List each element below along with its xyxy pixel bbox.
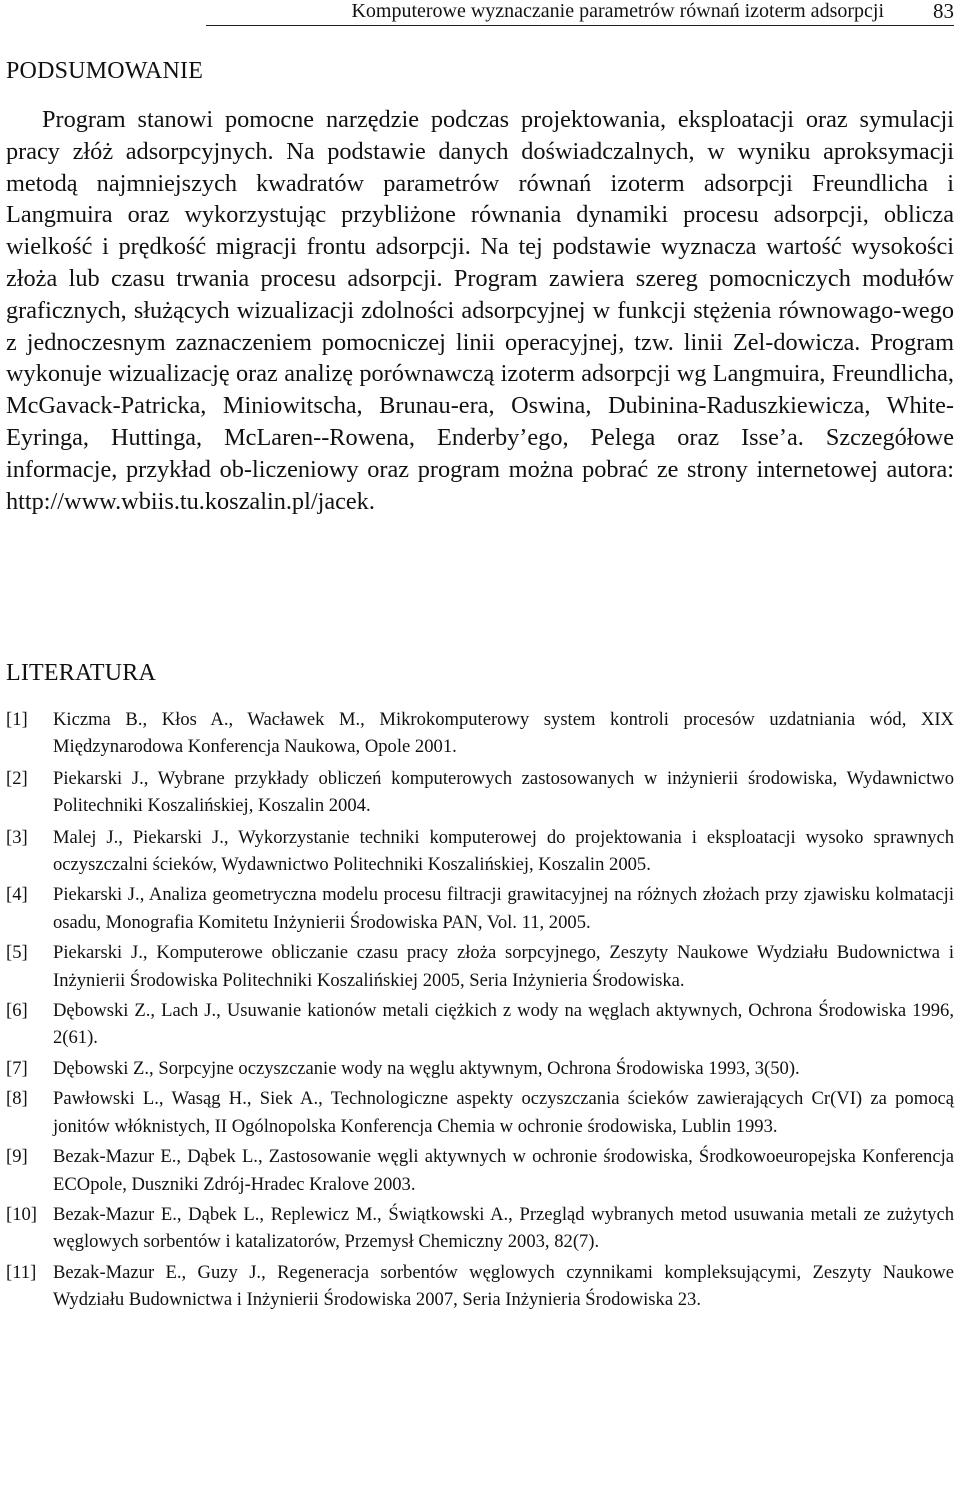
reference-item bbox=[6, 824, 954, 879]
reference-item bbox=[6, 1085, 954, 1140]
reference-text: Pawłowski L., Wasąg H., Siek A., Technologiczne aspekty oczyszczania ścieków zawierających Cr(VI) za pomocą jonitów włóknistych, II Ogólnopolska Konferencja Chemia w ochronie środowiska, Lublin 1993. bbox=[53, 1088, 954, 1137]
running-title: Komputerowe wyznaczanie parametrów równań izoterm adsorpcji bbox=[351, 0, 884, 22]
reference-number: [10] bbox=[6, 1203, 37, 1225]
reference-number: [8] bbox=[6, 1088, 28, 1110]
summary-heading: PODSUMOWANIE bbox=[6, 58, 204, 84]
summary-paragraph: Program stanowi pomocne narzędzie podczas projektowania, eksploatacji oraz symulacji pracy złóż adsorpcyjnych. Na podstawie danych doświadczalnych, w wyniku aproksymacji metodą najmniejszych kwadratów parametrów równań izoterm adsorpcji Freundlicha i Langmuira oraz wykorzystując przybliżone równania dynamiki procesu adsorpcji, oblicza wielkość i prędkość migracji frontu adsorpcji. Na tej podstawie wyznacza wartość wysokości złoża lub czasu trwania procesu adsorpcji. Program zawiera szereg pomocniczych modułów graficznych, służących wizualizacji zdolności adsorpcyjnej w funkcji stężenia równowago-wego z jednoczesnym zaznaczeniem pomocniczej linii operacyjnej, tzw. linii Zel-dowicza. Program wykonuje wizualizację oraz analizę porównawczą izoterm adsorpcji wg Langmuira, Freundlicha, McGavack-Patricka, Miniowitscha, Brunau-era, Oswina, Dubinina-Raduszkiewicza, White-Eyringa, Huttinga, McLaren-‑Rowena, Enderby’ego, Pelega oraz Isse’a. Szczegółowe informacje, przykład ob-liczeniowy oraz program można pobrać ze strony internetowej autora: http://www.wbiis.tu.koszalin.pl/jacek. bbox=[6, 106, 954, 515]
reference-list bbox=[6, 706, 954, 1314]
running-header bbox=[6, 0, 954, 28]
reference-text: Bezak-Mazur E., Guzy J., Regeneracja sorbentów węglowych czynnikami kompleksującymi, Zeszyty Naukowe Wydziału Budownictwa i Inżynierii Środowiska 2007, Seria Inżynieria Środowiska 23. bbox=[53, 1261, 954, 1311]
reference-item bbox=[6, 1201, 954, 1256]
reference-number: [1] bbox=[6, 709, 28, 730]
reference-item bbox=[6, 881, 954, 936]
reference-item bbox=[6, 1055, 954, 1082]
reference-text: Kiczma B., Kłos A., Wacławek M., Mikrokomputerowy system kontroli procesów uzdatniania wód, XIX Międzynarodowa Konferencja Naukowa, Opole 2001. bbox=[53, 709, 954, 758]
reference-number: [4] bbox=[6, 884, 28, 906]
literature-heading: LITERATURA bbox=[6, 660, 156, 686]
reference-number: [7] bbox=[6, 1057, 28, 1079]
reference-item bbox=[6, 939, 954, 994]
reference-item bbox=[6, 1143, 954, 1198]
document-page bbox=[6, 0, 954, 1311]
summary-section bbox=[6, 104, 954, 517]
reference-text: Piekarski J., Komputerowe obliczanie czasu pracy złoża sorpcyjnego, Zeszyty Naukowe Wydziału Budownictwa i Inżynierii Środowiska Politechniki Koszalińskiej 2005, Seria Inżynieria Środowiska. bbox=[53, 942, 954, 991]
reference-text: Bezak-Mazur E., Dąbek L., Zastosowanie węgli aktywnych w ochronie środowiska, Środkowoeuropejska Konferencja ECOpole, Duszniki Zdrój-Hradec Kralove 2003. bbox=[53, 1146, 954, 1195]
reference-text: Bezak-Mazur E., Dąbek L., Replewicz M., Świątkowski A., Przegląd wybranych metod usuwania metali ze zużytych węglowych sorbentów i katalizatorów, Przemysł Chemiczny 2003, 82(7). bbox=[53, 1203, 954, 1253]
reference-item bbox=[6, 1259, 954, 1314]
reference-number: [5] bbox=[6, 942, 28, 964]
reference-item bbox=[6, 765, 954, 820]
reference-number: [11] bbox=[6, 1261, 37, 1283]
reference-item bbox=[6, 706, 954, 761]
reference-text: Dębowski Z., Sorpcyjne oczyszczanie wody na węglu aktywnym, Ochrona Środowiska 1993, 3(50). bbox=[53, 1057, 800, 1079]
reference-number: [9] bbox=[6, 1146, 28, 1168]
reference-text: Dębowski Z., Lach J., Usuwanie kationów metali ciężkich z wody na węglach aktywnych, Ochrona Środowiska 1996, 2(61). bbox=[53, 1000, 954, 1049]
reference-item bbox=[6, 997, 954, 1052]
reference-number: [6] bbox=[6, 1000, 28, 1022]
reference-number: [2] bbox=[6, 767, 28, 789]
reference-text: Piekarski J., Wybrane przykłady obliczeń komputerowych zastosowanych w inżynierii środowiska, Wydawnictwo Politechniki Koszalińskiej, Koszalin 2004. bbox=[53, 767, 954, 817]
reference-text: Piekarski J., Analiza geometryczna modelu procesu filtracji grawitacyjnej na różnych złożach przy zjawisku kolmatacji osadu, Monografia Komitetu Inżynierii Środowiska PAN, Vol. 11, 2005. bbox=[53, 884, 954, 933]
page-number: 83 bbox=[933, 0, 954, 23]
header-rule bbox=[206, 25, 954, 26]
reference-number: [3] bbox=[6, 826, 28, 848]
reference-text: Malej J., Piekarski J., Wykorzystanie techniki komputerowej do projektowania i eksploatacji wysoko sprawnych oczyszczalni ścieków, Wydawnictwo Politechniki Koszalińskiej, Koszalin 2005. bbox=[53, 826, 954, 876]
